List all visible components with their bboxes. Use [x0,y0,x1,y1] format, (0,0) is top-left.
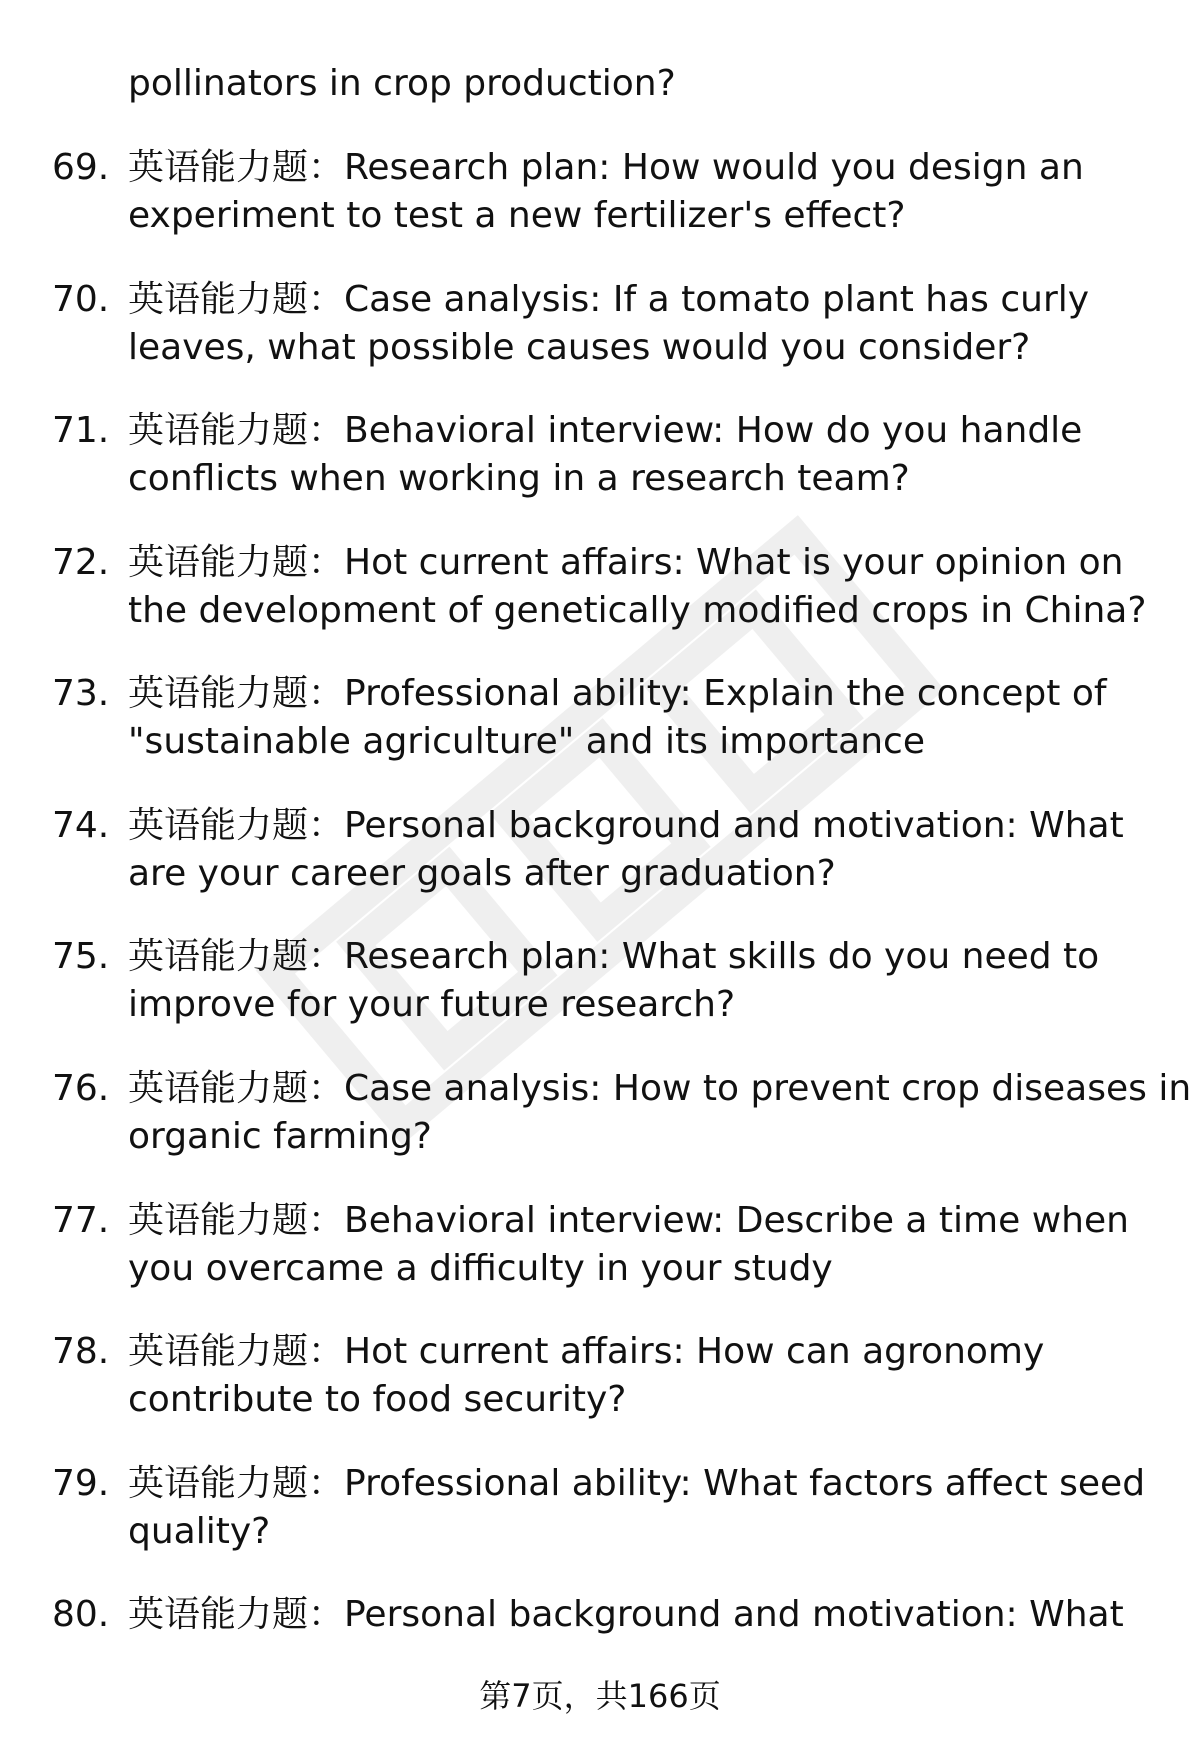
question-number: 80. [52,1594,110,1635]
question-text [128,144,1178,240]
question-number: 75. [52,936,110,977]
question-line: the development of genetically modified crops in China? [128,590,1147,631]
question-line: 英语能力题：Personal background and motivation: What [128,805,1124,846]
question-number: 78. [52,1331,110,1372]
question-line: 英语能力题：Research plan: How would you design an [128,147,1084,188]
question-text [128,539,1178,635]
question-line: 英语能力题：Hot current affairs: What is your opinion on [128,542,1124,583]
question-text [128,670,1178,766]
question-line: leaves, what possible causes would you consider? [128,327,1031,368]
question-number: 79. [52,1463,110,1504]
question-line: 英语能力题：Professional ability: Explain the concept of [128,673,1107,714]
question-line: experiment to test a new fertilizer's effect? [128,195,906,236]
question-text [128,1328,1178,1424]
question-line: 英语能力题：Case analysis: How to prevent crop diseases in [128,1068,1192,1109]
question-text [128,933,1178,1029]
question-number: 69. [52,147,110,188]
question-text [128,1460,1178,1556]
question-line: conflicts when working in a research team? [128,458,910,499]
question-line: organic farming? [128,1116,432,1157]
question-text [128,407,1178,503]
question-text [128,1197,1178,1293]
question-number: 72. [52,542,110,583]
question-line: 英语能力题：Personal background and motivation: What [128,1594,1124,1635]
question-text [128,276,1178,372]
question-line: 英语能力题：Behavioral interview: Describe a time when [128,1200,1129,1241]
question-line: contribute to food security? [128,1379,627,1420]
page-footer: 第7页，共166页 [479,1677,721,1715]
question-number: 71. [52,410,110,451]
question-text [128,1065,1192,1161]
question-line: "sustainable agriculture" and its importance [128,721,925,762]
question-number: 70. [52,279,110,320]
question-number: 74. [52,805,110,846]
question-text [128,802,1178,898]
question-line: 英语能力题：Behavioral interview: How do you handle [128,410,1083,451]
question-number: 73. [52,673,110,714]
question-line: quality? [128,1511,271,1552]
question-line: you overcame a difficulty in your study [128,1248,833,1289]
question-line: improve for your future research? [128,984,736,1025]
question-line: are your career goals after graduation? [128,853,836,894]
question-text [128,1591,1178,1639]
question-number: 76. [52,1068,110,1109]
question-line: 英语能力题：Research plan: What skills do you need to [128,936,1100,977]
question-line: 英语能力题：Hot current affairs: How can agronomy [128,1331,1045,1372]
question-number: 77. [52,1200,110,1241]
question-line: 英语能力题：Professional ability: What factors affect seed [128,1463,1146,1504]
continuation-text: pollinators in crop production? [128,63,676,104]
question-line: 英语能力题：Case analysis: If a tomato plant has curly [128,279,1090,320]
